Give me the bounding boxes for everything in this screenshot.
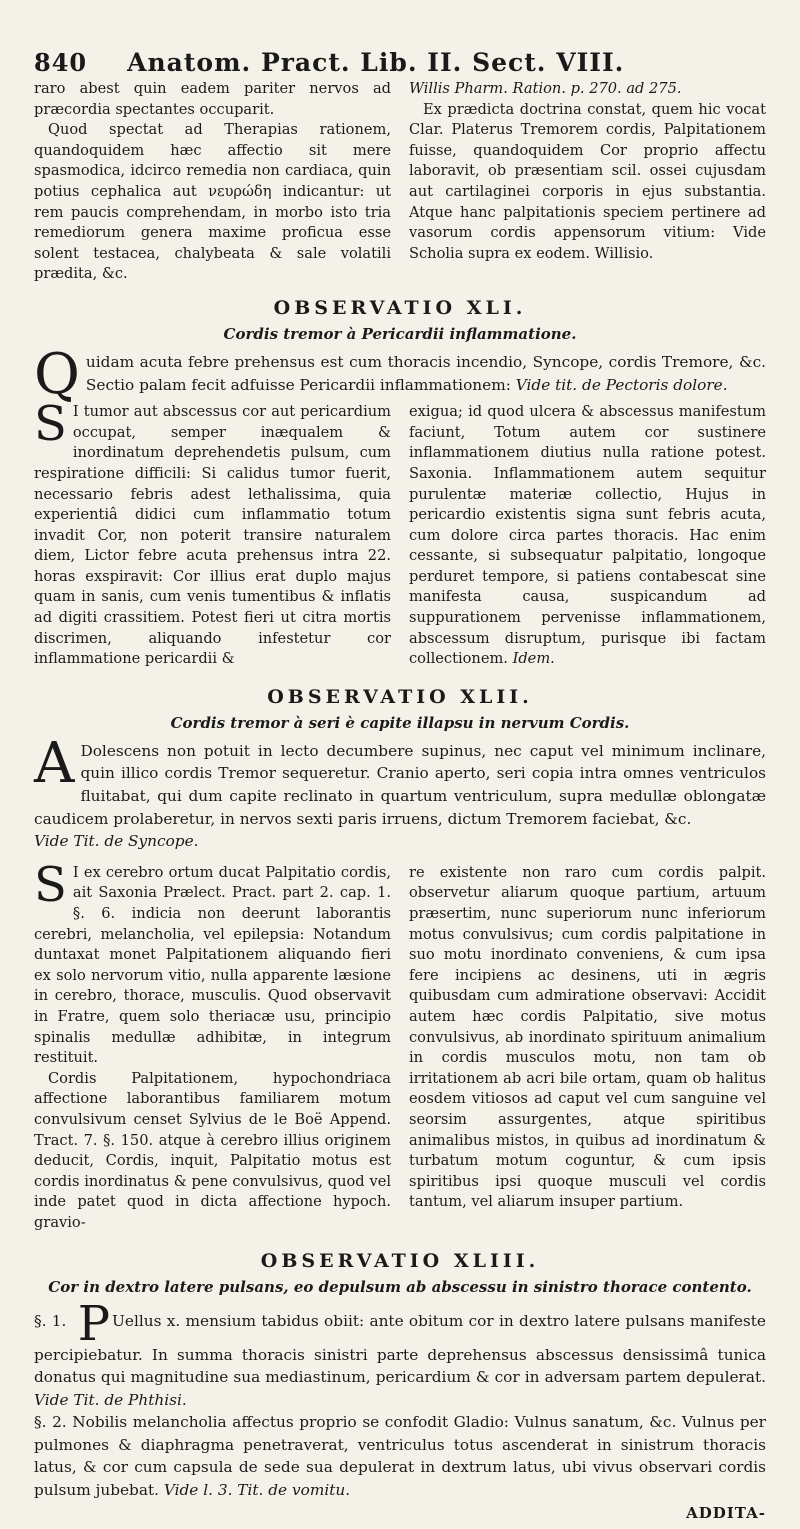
intro-text: Dolescens non potuit in lecto decumbere supinus, nec caput vel minimum inclinare, quin illico cordis Tremor sequeretur. Cranio aperto, seri copia intra omnes ventriculos fluitabat, qui dum capite reclinato in quartum ventriculum, supra medullæ oblongatæ caudicem prolaberetur, in nervos sexti paris irruens, dictum Tremorem faciebat, &c. [34,741,766,828]
cross-reference: Vide Tit. de Phthisi. [34,1390,187,1409]
drop-cap: Q [34,341,80,407]
section-text: Uellus x. mensium tabidus obiit: ante obitum cor in dextro latere pulsans manifeste percipiebatur. In summa thoracis sinistri parte deprehensus abscessus densissimâ tunica donatus qui magnitudine sua mediastinum, pericardium & cor in adversam partem depulerat. [34,1311,766,1387]
observation-42-title: OBSERVATIO XLII. [267,685,533,708]
observation-42-columns [34,856,766,1234]
paragraph: exigua; id quod ulcera & abscessus manifestum faciunt, Totum autem cor sustinere inflammationem diutius nulla ratione potest. Saxonia. Inflammationem autem sequitur purulentæ materiæ collectio, Hujus in pericardio existentis signa sunt febris acuta, cum dolore circa partes thoracis. Hac enim cessante, si subsequatur palpitatio, longoque perduret tempore, si patiens contabescat sine manifesta causa, suspicandum ad suppurationem pervenisse inflammationem, abscessum disruptum, purisque ibi factam collectionem. [409,403,766,668]
obs42-right-column [409,863,766,1234]
catchword: ADDITA- [686,1503,766,1522]
obs41-right-column [409,402,766,670]
obs41-left-column [34,396,391,670]
observation-41-subtitle: Cordis tremor à Pericardii inflammatione. [223,324,577,343]
paragraph: Cordis Palpitationem, hypochondriaca affectione laborantibus familiarem motum convulsivum censet Sylvius de le Boë Append. Tract. 7. §. 150. atque à cerebro illius originem deducit, Cordis, inquit, Palpitatio motus est cordis inordinatus & pene convulsivus, quod vel inde patet quod in dicta affectione hypoch. gravio- [34,1069,391,1231]
paragraph: raro abest quin eadem pariter nervos ad præcordia spectantes occuparit. [34,80,391,118]
paragraph: I tumor aut abscessus cor aut pericardium occupat, semper inæqualem & inordinatum deprehendetis pulsum, cum respiratione difficili: Si calidus tumor fuerit, necessario febris adest lethalissima, quia experientiâ didici cum inflammatio totum invadit Cor, non poterit transire naturalem diem, Lictor febre acuta prehensus intra 22. horas exspiravit: Cor illius erat duplo majus quam in sanis, cum venis tumentibus & inflatis ad digiti crassitiem. Potest fieri ut citra mortis discrimen, aliquando infestetur cor inflammatione pericardii & [34,403,391,668]
observation-43-section-1 [34,1295,766,1412]
cross-reference: Vide tit. de Pectoris dolore. [515,375,728,394]
drop-cap: P [77,1295,110,1352]
obs42-left-column [34,856,391,1234]
top-right-column [409,79,766,285]
intro-text: uidam acuta febre prehensus est cum thoracis incendio, Syncope, cordis Tremore, &c. Sectio palam fecit adfuisse Pericardii inflammationem: [85,352,766,394]
cross-reference: Vide Tit. de Syncope. [34,832,199,851]
observation-41-intro [34,341,766,407]
drop-cap: A [34,730,75,796]
observation-43-title: OBSERVATIO XLIII. [260,1249,540,1272]
page-number: 840 [34,48,88,77]
observation-41-columns [34,396,766,670]
top-left-column [34,79,391,285]
section-text: §. 2. Nobilis melancholia affectus proprio se confodit Gladio: Vulnus sanatum, &c. Vulnus per pulmones & diaphragma penetraverat, ventriculus totus ascenderat in sinistrum thoracis latus, & cor cum capsula de sede sua depulerat in dextrum latus, ubi vivus observari cordis pulsum jubebat. [34,1413,766,1500]
citation: Willis Pharm. Ration. p. 270. ad 275. [409,80,682,97]
observation-41-title: OBSERVATIO XLI. [273,296,527,319]
top-columns [34,79,766,285]
observation-43-subtitle: Cor in dextro latere pulsans, eo depulsum ab abscessu in sinistro thorace contento. [48,1277,752,1296]
section-label: §. 1. [34,1311,67,1330]
paragraph: I ex cerebro ortum ducat Palpitatio cordis, ait Saxonia Prælect. Pract. part 2. cap. 1. §. 6. indicia non deerunt laborantis cerebri, melancholia, vel epilepsia: Notandum duntaxat monet Palpitationem aliquando fieri ex solo nervorum vitio, nulla apparente læsione in cerebro, thorace, musculis. Quod observavit in Fratre, quem solo theriacæ usu, principio spinalis medullæ adhibitæ, in integrum restituit. [34,863,391,1067]
paragraph: Quod spectat ad Therapias rationem, quandoquidem hæc affectio sit mere spasmodica, idcirco remedia non cardiaca, quin potius cephalica aut νευρώδη indicantur: ut rem paucis comprehendam, in morbo isto tria remediorum genera maxime proficua esse solent testacea, chalybeata & sale volatili prædita, &c. [34,121,391,283]
paragraph: re existente non raro cum cordis palpit. observetur aliarum quoque partium, artuum præsertim, nunc superiorum nunc inferiorum motus convulsivus; cum cordis palpitatione in suo motu inordinato conveniens, & cum ipsa fere incipiens ac desinens, uti in ægris quibusdam cum admiratione observavi: Accidit autem hæc cordis Palpitatio, sive motus convulsivus, ab inordinato spirituum animalium in cordis musculos motu, non tam ob irritationem ab acri bile ortam, quam ob halitus eosdem vitiosos ad caput vel cum sanguine vel seorsim assurgentes, atque spiritibus animalibus mistos, in quibus ad inordinatum & turbatum motum coguntur, & cum ipsis spiritibus ipsi quoque musculi vel cordis tantum, vel aliarum insuper partium. [409,863,766,1211]
running-head [34,48,766,77]
paragraph: Ex prædicta doctrina constat, quem hic vocat Clar. Platerus Tremorem cordis, Palpitationem fuisse, quandoquidem Cor proprio affectu laboravit, ob præsentiam scil. ossei cujusdam aut cartilaginei corporis in ejus substantia. Atque hanc palpitationis speciem pertinere ad vasorum cordis appensorum vitium: Vide Scholia supra ex eodem. Willisio. [409,100,766,262]
drop-cap: S [34,396,67,453]
source-reference: Idem. [512,650,555,668]
running-title: Anatom. Pract. Lib. II. Sect. VIII. [127,48,625,77]
observation-42-intro [34,730,766,853]
observation-43-section-2 [34,1411,766,1501]
drop-cap: S [34,856,67,913]
cross-reference: Vide l. 3. Tit. de vomitu. [163,1481,351,1500]
observation-42-subtitle: Cordis tremor à seri è capite illapsu in nervum Cordis. [170,713,630,732]
